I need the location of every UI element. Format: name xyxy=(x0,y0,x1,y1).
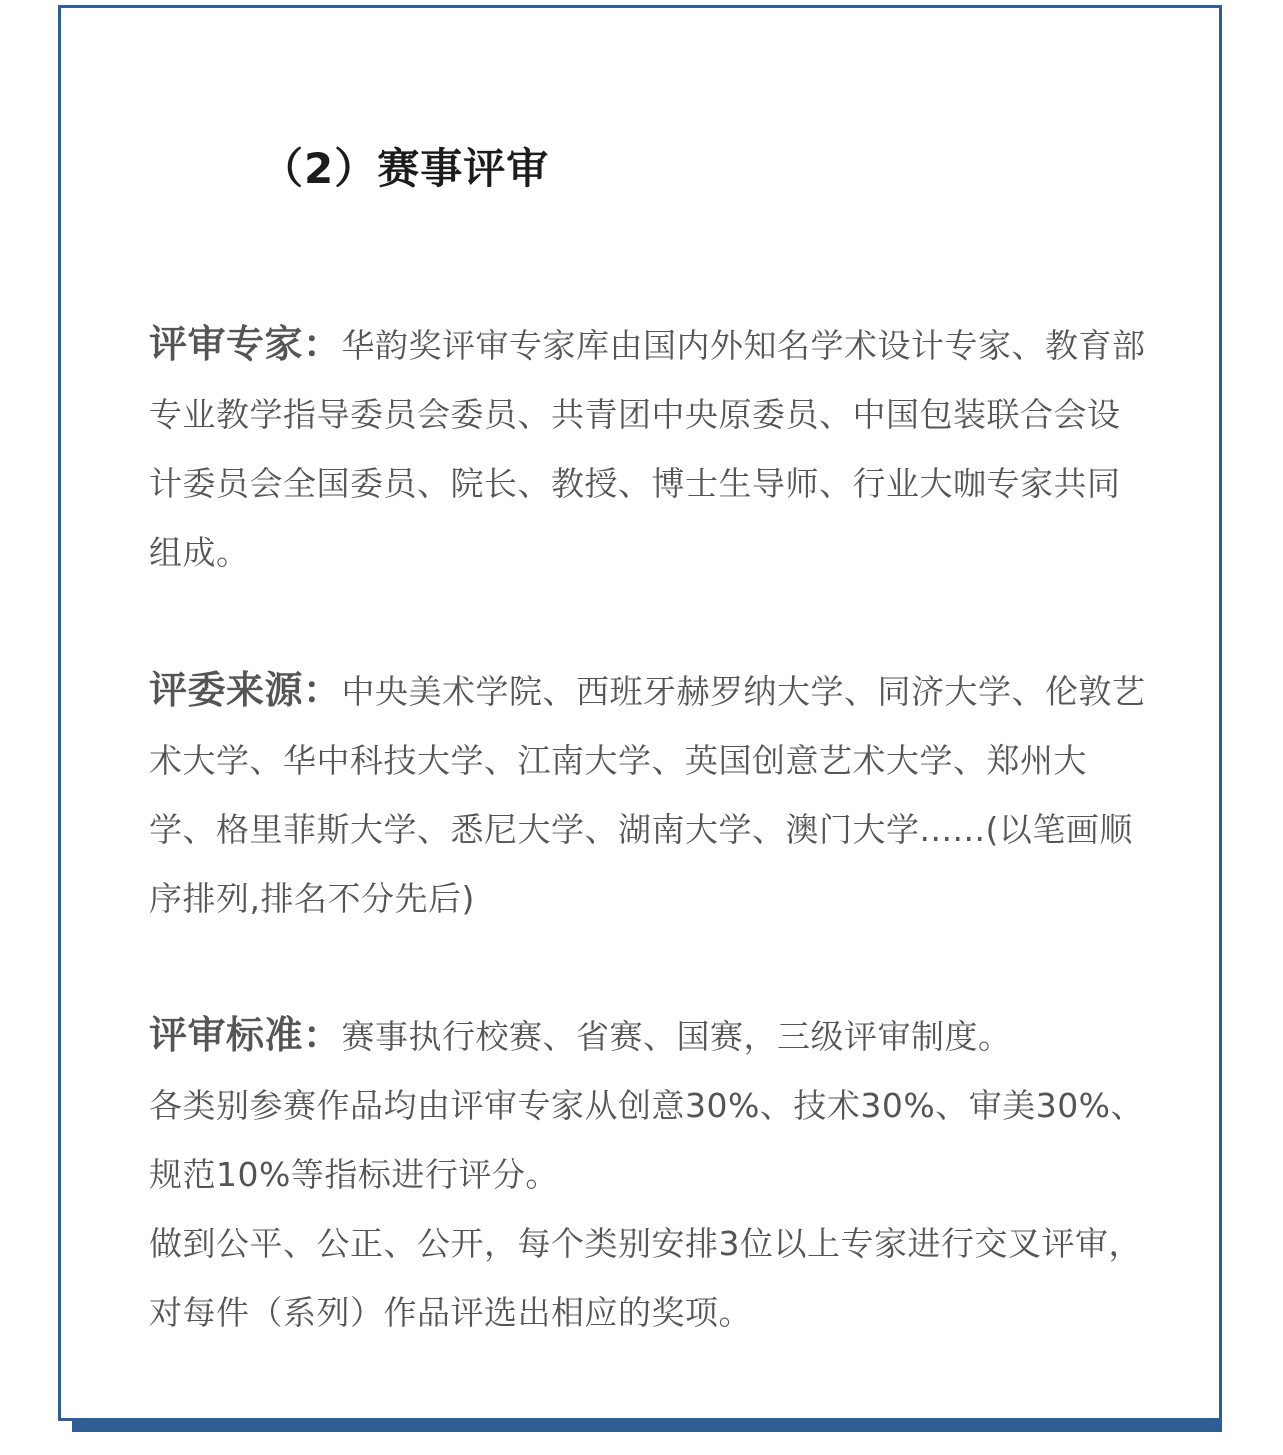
criteria-line-3: 做到公平、公正、公开，每个类别安排3位以上专家进行交叉评审，对每件（系列）作品评选出相应的奖项。 xyxy=(149,1224,1142,1332)
judges-source-paragraph xyxy=(149,656,1149,933)
judges-source-text: 中央美术学院、西班牙赫罗纳大学、同济大学、伦敦艺术大学、华中科技大学、江南大学、英国创意艺术大学、郑州大学、格里菲斯大学、悉尼大学、湖南大学、澳门大学......(以笔画顺序排列,排名不分先后) xyxy=(149,672,1146,918)
experts-paragraph xyxy=(149,310,1149,587)
criteria-line-1: 赛事执行校赛、省赛、国赛，三级评审制度。 xyxy=(341,1017,1012,1056)
content-card xyxy=(58,5,1222,1421)
experts-text: 华韵奖评审专家库由国内外知名学术设计专家、教育部专业教学指导委员会委员、共青团中央原委员、中国包装联合会设计委员会全国委员、院长、教授、博士生导师、行业大咖专家共同组成。 xyxy=(149,326,1146,572)
experts-heading: 评审专家： xyxy=(149,322,342,366)
judges-source-heading: 评委来源： xyxy=(149,668,342,712)
criteria-heading: 评审标准： xyxy=(149,1013,342,1057)
criteria-paragraph xyxy=(149,1001,1149,1347)
section-title: （2）赛事评审 xyxy=(261,144,550,193)
criteria-line-2: 各类别参赛作品均由评审专家从创意30%、技术30%、审美30%、规范10%等指标进行评分。 xyxy=(149,1086,1145,1194)
